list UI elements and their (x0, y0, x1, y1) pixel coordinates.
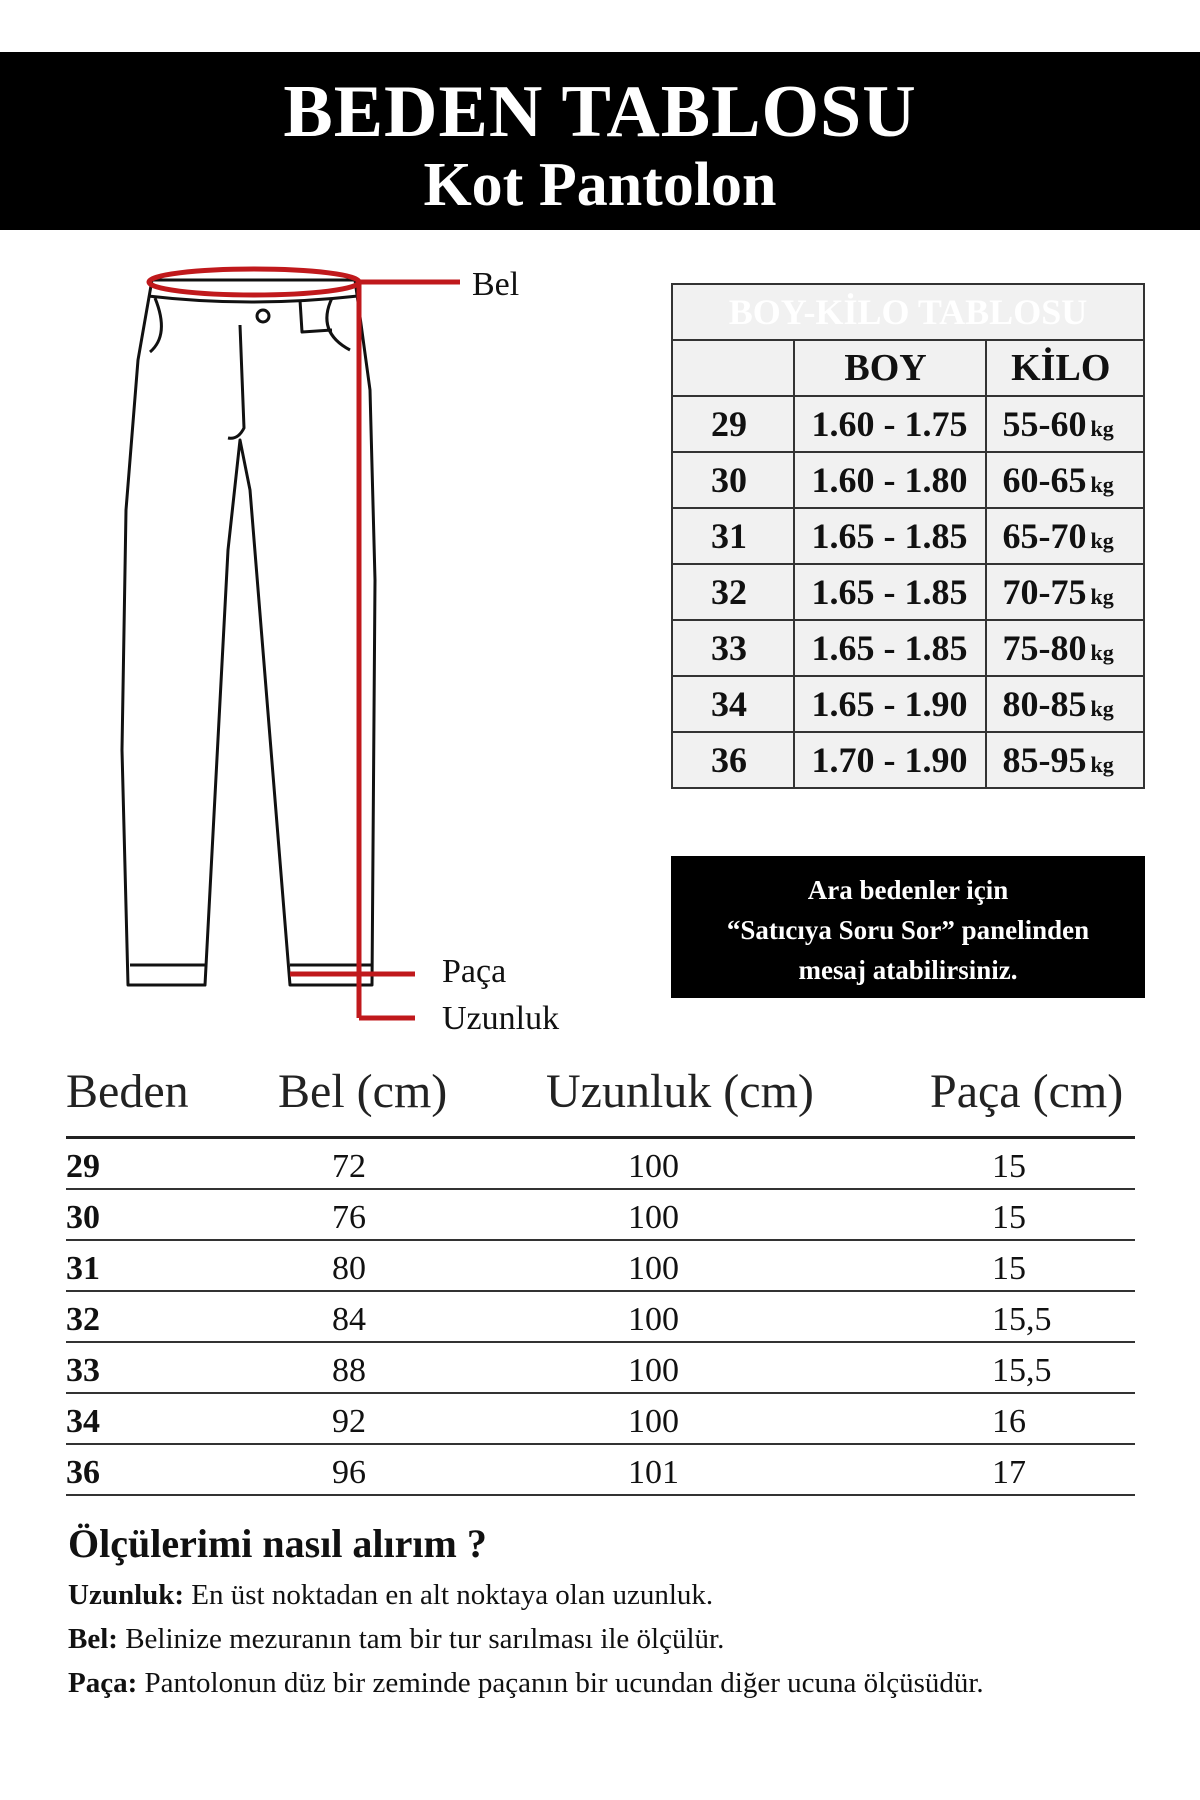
label-paca: Paça (442, 953, 507, 990)
button (257, 310, 269, 322)
page-subtitle: Kot Pantolon (423, 151, 777, 219)
table-row: 29 1.60 - 1.75 55-60 kg (672, 396, 1144, 452)
table-row: 30 1.60 - 1.80 60-65 kg (672, 452, 1144, 508)
label-bel: Bel (472, 266, 520, 303)
label-uzunluk: Uzunluk (442, 1000, 560, 1037)
bel-marker (149, 269, 359, 295)
size-table-header: Beden Bel (cm) Uzunluk (cm) Paça (cm) (66, 1060, 1135, 1139)
table-row: 31 80 100 15 (66, 1241, 1135, 1292)
jeans-diagram (110, 250, 590, 1040)
table-row: 33 88 100 15,5 (66, 1343, 1135, 1394)
table-row: 36 96 101 17 (66, 1445, 1135, 1496)
header-banner (0, 52, 1200, 230)
table-row: 32 1.65 - 1.85 70-75 kg (672, 564, 1144, 620)
boy-kilo-table (671, 283, 1145, 789)
fly-seam (228, 325, 244, 438)
size-measurement-table (66, 1060, 1135, 1496)
guide-item: Bel: Belinize mezuranın tam bir tur sarılması ile ölçülür. (68, 1623, 725, 1655)
info-note: Ara bedenler için “Satıcıya Soru Sor” panelinden mesaj atabilirsiniz. (671, 856, 1145, 998)
pants-outline (122, 280, 375, 985)
guide-title: Ölçülerimi nasıl alırım ? (68, 1521, 487, 1566)
boy-kilo-title: BOY-KİLO TABLOSU (672, 284, 1144, 340)
guide-item: Uzunluk: En üst noktadan en alt noktaya olan uzunluk. (68, 1579, 714, 1611)
table-row: 32 84 100 15,5 (66, 1292, 1135, 1343)
col-header-kilo: KİLO (986, 340, 1144, 396)
guide-item: Paça: Pantolonun düz bir zeminde paçanın bir ucundan diğer ucuna ölçüsüdür. (68, 1667, 984, 1699)
page-title: BEDEN TABLOSU (283, 71, 917, 153)
left-pocket (150, 298, 161, 352)
table-row: 33 1.65 - 1.85 75-80 kg (672, 620, 1144, 676)
table-row: 36 1.70 - 1.90 85-95 kg (672, 732, 1144, 788)
table-row: 34 1.65 - 1.90 80-85 kg (672, 676, 1144, 732)
right-pocket (327, 298, 350, 350)
table-row: 30 76 100 15 (66, 1190, 1135, 1241)
table-row: 31 1.65 - 1.85 65-70 kg (672, 508, 1144, 564)
table-row: 34 92 100 16 (66, 1394, 1135, 1445)
measurement-guide (68, 1520, 1168, 1711)
col-header-boy: BOY (794, 340, 986, 396)
table-row: 29 72 100 15 (66, 1139, 1135, 1190)
